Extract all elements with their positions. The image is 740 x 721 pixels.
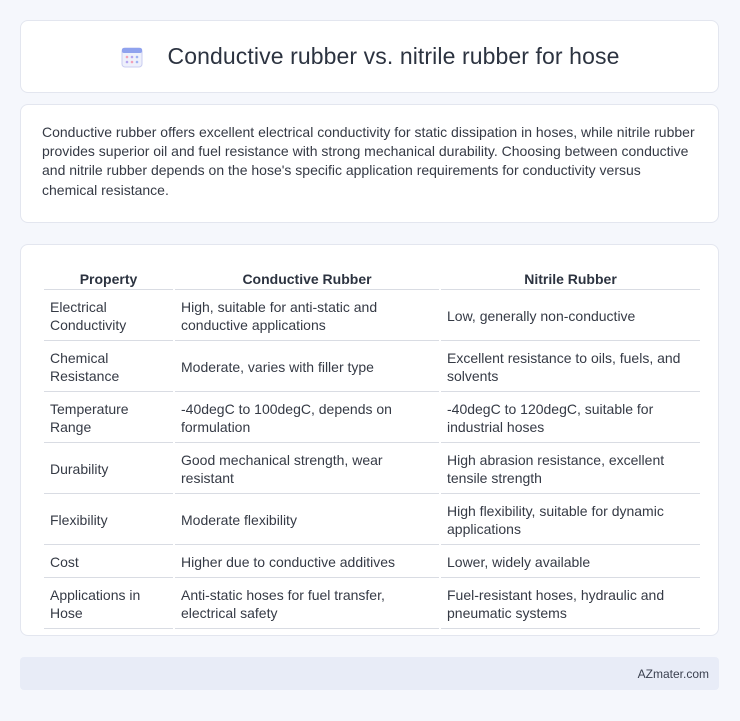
row-conductive-value: Moderate, varies with filler type — [175, 343, 439, 392]
page-title: Conductive rubber vs. nitrile rubber for hose — [167, 43, 620, 69]
table-row — [44, 394, 700, 443]
row-property: Chemical Resistance — [44, 343, 173, 392]
table-row — [44, 580, 700, 629]
row-property: Cost — [44, 547, 173, 578]
row-nitrile-value: Lower, widely available — [441, 547, 700, 578]
row-nitrile-value: Low, generally non-conductive — [441, 292, 700, 341]
row-property: Applications in Hose — [44, 580, 173, 629]
header-nitrile-rubber: Nitrile Rubber — [441, 267, 700, 290]
calendar-document-icon — [120, 45, 144, 69]
footer-bar — [20, 657, 719, 690]
table-row — [44, 343, 700, 392]
row-nitrile-value: High abrasion resistance, excellent tensile strength — [441, 445, 700, 494]
table-row — [44, 547, 700, 578]
row-conductive-value: Anti-static hoses for fuel transfer, electrical safety — [175, 580, 439, 629]
row-property: Flexibility — [44, 496, 173, 545]
row-property: Electrical Conductivity — [44, 292, 173, 341]
intro-paragraph: Conductive rubber offers excellent electrical conductivity for static dissipation in hoses, while nitrile rubber provides superior oil and fuel resistance with strong mechanical durability. Choosing between conductive and nitrile rubber depends on the hose's specific application requirements for conductivity versus chemical resistance. — [42, 124, 695, 198]
comparison-table-card — [20, 244, 719, 636]
intro-card — [20, 104, 719, 223]
header-property: Property — [44, 267, 173, 290]
row-nitrile-value: Fuel-resistant hoses, hydraulic and pneumatic systems — [441, 580, 700, 629]
row-property: Temperature Range — [44, 394, 173, 443]
table-row — [44, 292, 700, 341]
row-nitrile-value: Excellent resistance to oils, fuels, and solvents — [441, 343, 700, 392]
header-conductive-rubber: Conductive Rubber — [175, 267, 439, 290]
title-card — [20, 20, 719, 93]
row-conductive-value: Higher due to conductive additives — [175, 547, 439, 578]
table-row — [44, 496, 700, 545]
row-nitrile-value: -40degC to 120degC, suitable for industrial hoses — [441, 394, 700, 443]
table-header-row — [44, 267, 700, 290]
row-property: Durability — [44, 445, 173, 494]
row-conductive-value: Good mechanical strength, wear resistant — [175, 445, 439, 494]
row-conductive-value: High, suitable for anti-static and conductive applications — [175, 292, 439, 341]
comparison-table — [42, 265, 702, 631]
footer-brand: AZmater.com — [637, 666, 709, 681]
table-row — [44, 445, 700, 494]
row-nitrile-value: High flexibility, suitable for dynamic applications — [441, 496, 700, 545]
row-conductive-value: -40degC to 100degC, depends on formulation — [175, 394, 439, 443]
row-conductive-value: Moderate flexibility — [175, 496, 439, 545]
